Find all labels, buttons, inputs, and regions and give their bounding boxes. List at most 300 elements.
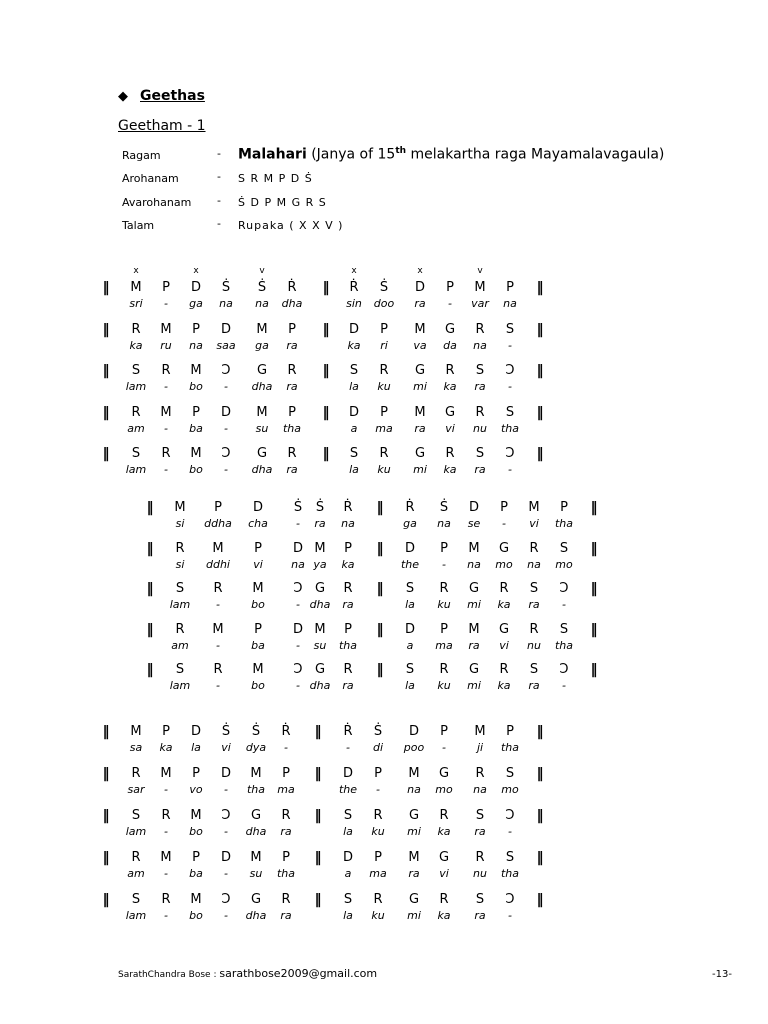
swara-note: R	[499, 581, 509, 596]
swara-note: M	[252, 581, 264, 596]
lyric-syllable: am	[127, 422, 145, 435]
lyric-syllable: am	[127, 867, 145, 880]
lyric-syllable: ba	[189, 422, 203, 435]
lyric-syllable: lam	[125, 909, 147, 922]
lyric-syllable: -	[224, 825, 228, 838]
notation-row	[0, 446, 768, 482]
lyric-syllable: -	[224, 783, 228, 796]
lyric-syllable: -	[164, 380, 168, 393]
lyric-syllable: mo	[501, 783, 519, 796]
bar-line: ‖	[536, 808, 544, 824]
swara-note: G	[468, 581, 480, 596]
lyric-syllable: na	[437, 517, 451, 530]
bar-line: ‖	[314, 724, 322, 740]
lyric-syllable: ddha	[204, 517, 232, 530]
notation-row	[0, 892, 768, 928]
swara-note: S	[505, 766, 515, 781]
lyric-syllable: ga	[255, 339, 269, 352]
lyric-syllable: la	[191, 741, 201, 754]
lyric-syllable: nu	[473, 422, 487, 435]
lyric-syllable: ba	[189, 867, 203, 880]
lyric-syllable: na	[291, 558, 305, 571]
lyric-syllable: mi	[413, 463, 427, 476]
swara-note: Ṡ	[373, 724, 383, 739]
lyric-syllable: na	[503, 297, 517, 310]
lyric-syllable: ra	[414, 422, 426, 435]
lyric-syllable: di	[372, 741, 384, 754]
lyric-syllable: va	[413, 339, 427, 352]
talam-label: Talam	[122, 219, 155, 232]
swara-note: Ṡ	[379, 280, 389, 295]
swara-note: Ɔ	[221, 363, 231, 378]
lyric-syllable: ra	[528, 598, 540, 611]
swara-note: D	[220, 850, 231, 865]
lyric-syllable: ra	[314, 517, 326, 530]
swara-note: R	[499, 662, 509, 677]
bar-line: ‖	[376, 500, 384, 516]
notation-row	[0, 622, 768, 658]
lyric-syllable: -	[442, 741, 446, 754]
lyric-syllable: ku	[437, 679, 451, 692]
swara-note: P	[192, 405, 200, 420]
lyric-syllable: ra	[280, 825, 292, 838]
bar-line: ‖	[102, 446, 110, 462]
lyric-syllable: poo	[403, 741, 425, 754]
lyric-syllable: bo	[189, 825, 203, 838]
ragam-detail-sup: th	[395, 146, 407, 156]
avarohanam-label: Avarohanam	[122, 196, 192, 209]
lyric-syllable: ji	[476, 741, 484, 754]
lyric-syllable: la	[343, 909, 353, 922]
lyric-syllable: ra	[286, 380, 298, 393]
bar-line: ‖	[314, 766, 322, 782]
lyric-syllable: -	[164, 825, 168, 838]
lyric-syllable: na	[527, 558, 541, 571]
talam-separator: -	[217, 217, 221, 230]
bar-line: ‖	[590, 622, 598, 638]
swara-note: S	[529, 662, 539, 677]
swara-note: G	[250, 892, 262, 907]
swara-note: P	[506, 724, 514, 739]
swara-note: D	[190, 280, 201, 295]
page-number: -13-	[712, 969, 732, 980]
lyric-syllable: sar	[127, 783, 145, 796]
lyric-syllable: -	[164, 463, 168, 476]
lyric-syllable: am	[171, 639, 189, 652]
lyric-syllable: mi	[467, 679, 481, 692]
swara-note: M	[174, 500, 186, 515]
swara-note: M	[190, 363, 202, 378]
lyric-syllable: mo	[555, 558, 573, 571]
swara-note: S	[405, 581, 415, 596]
lyric-syllable: -	[502, 517, 506, 530]
lyric-syllable: -	[224, 867, 228, 880]
swara-note: R	[529, 541, 539, 556]
lyric-syllable: -	[164, 422, 168, 435]
lyric-syllable: -	[296, 639, 300, 652]
arohanam-label: Arohanam	[122, 172, 179, 185]
notation-row	[0, 541, 768, 577]
lyric-syllable: la	[343, 825, 353, 838]
swara-note: R	[161, 363, 171, 378]
swara-note: S	[175, 662, 185, 677]
lyric-syllable: ka	[437, 825, 451, 838]
swara-note: R	[379, 446, 389, 461]
lyric-syllable: mi	[413, 380, 427, 393]
arohanam-value: S R M P D Ṡ	[238, 172, 313, 185]
swara-note: S	[175, 581, 185, 596]
swara-note: M	[314, 541, 326, 556]
lyric-syllable: dha	[309, 679, 331, 692]
swara-note: D	[414, 280, 425, 295]
lyric-syllable: bo	[189, 909, 203, 922]
swara-note: D	[342, 850, 353, 865]
swara-note: P	[344, 622, 352, 637]
swara-note: Ṙ	[281, 724, 291, 739]
lyric-syllable: lam	[125, 825, 147, 838]
swara-note: P	[288, 405, 296, 420]
swara-note: R	[445, 363, 455, 378]
lyric-syllable: ra	[286, 339, 298, 352]
lyric-syllable: -	[224, 380, 228, 393]
swara-note: R	[175, 622, 185, 637]
lyric-syllable: ma	[277, 783, 295, 796]
lyric-syllable: sri	[129, 297, 143, 310]
swara-note: R	[439, 662, 449, 677]
lyric-syllable: -	[216, 598, 220, 611]
bar-line: ‖	[376, 581, 384, 597]
swara-note: P	[380, 322, 388, 337]
swara-note: S	[505, 405, 515, 420]
lyric-syllable: tha	[246, 783, 266, 796]
lyric-syllable: su	[249, 867, 263, 880]
avarohanam-separator: -	[217, 194, 221, 207]
lyric-syllable: -	[508, 463, 512, 476]
lyric-syllable: -	[164, 297, 168, 310]
swara-note: P	[440, 622, 448, 637]
swara-note: G	[314, 581, 326, 596]
footer-author: SarathChandra Bose :	[118, 970, 220, 980]
swara-note: S	[131, 892, 141, 907]
lyric-syllable: lam	[169, 679, 191, 692]
swara-note: Ɔ	[293, 581, 303, 596]
lyric-syllable: vi	[529, 517, 539, 530]
bar-line: ‖	[536, 280, 544, 296]
swara-note: R	[131, 405, 141, 420]
swara-note: M	[160, 322, 172, 337]
lyric-syllable: -	[164, 867, 168, 880]
bar-line: ‖	[146, 581, 154, 597]
swara-note: M	[160, 405, 172, 420]
lyric-syllable: a	[350, 422, 358, 435]
lyric-syllable: su	[255, 422, 269, 435]
lyric-syllable: ka	[347, 339, 361, 352]
lyric-syllable: ga	[403, 517, 417, 530]
lyric-syllable: -	[164, 909, 168, 922]
swara-note: S	[349, 363, 359, 378]
swara-note: P	[214, 500, 222, 515]
swara-note: R	[213, 581, 223, 596]
footer-email: sarathbose2009@gmail.com	[219, 967, 378, 980]
lyric-syllable: sa	[129, 741, 143, 754]
lyric-syllable: ra	[280, 909, 292, 922]
swara-note: M	[408, 850, 420, 865]
lyric-syllable: nu	[527, 639, 541, 652]
swara-note: Ɔ	[221, 446, 231, 461]
notation-row	[0, 724, 768, 760]
lyric-syllable: dha	[309, 598, 331, 611]
lyric-syllable: -	[296, 679, 300, 692]
lyric-syllable: var	[471, 297, 489, 310]
talam-value: Rupaka ( X X V )	[238, 219, 344, 232]
bar-line: ‖	[536, 850, 544, 866]
swara-note: S	[529, 581, 539, 596]
lyric-syllable: vi	[439, 867, 449, 880]
lyric-syllable: la	[349, 463, 359, 476]
lyric-syllable: tha	[554, 517, 574, 530]
swara-note: D	[408, 724, 419, 739]
swara-note: M	[130, 280, 142, 295]
swara-note: Ṡ	[221, 724, 231, 739]
lyric-syllable: se	[467, 517, 481, 530]
swara-note: S	[349, 446, 359, 461]
swara-note: M	[212, 622, 224, 637]
bar-line: ‖	[376, 541, 384, 557]
bar-line: ‖	[322, 363, 330, 379]
bar-line: ‖	[536, 724, 544, 740]
lyric-syllable: -	[376, 783, 380, 796]
swara-note: S	[475, 446, 485, 461]
lyric-syllable: la	[349, 380, 359, 393]
swara-note: P	[374, 766, 382, 781]
swara-note: M	[528, 500, 540, 515]
swara-note: S	[131, 446, 141, 461]
swara-note: M	[474, 724, 486, 739]
bar-line: ‖	[536, 446, 544, 462]
lyric-syllable: na	[407, 783, 421, 796]
swara-note: R	[213, 662, 223, 677]
swara-note: G	[414, 446, 426, 461]
swara-note: R	[475, 766, 485, 781]
bar-line: ‖	[102, 724, 110, 740]
swara-note: M	[252, 662, 264, 677]
lyric-syllable: -	[164, 783, 168, 796]
lyric-syllable: the	[338, 783, 358, 796]
lyric-syllable: ku	[377, 463, 391, 476]
swara-note: Ṙ	[405, 500, 415, 515]
lyric-syllable: mi	[407, 825, 421, 838]
lyric-syllable: ku	[377, 380, 391, 393]
arohanam-separator: -	[217, 170, 221, 183]
lyric-syllable: a	[344, 867, 352, 880]
swara-note: M	[250, 850, 262, 865]
lyric-syllable: ra	[414, 297, 426, 310]
swara-note: P	[344, 541, 352, 556]
swara-note: P	[560, 500, 568, 515]
swara-note: S	[343, 892, 353, 907]
lyric-syllable: da	[443, 339, 457, 352]
lyric-syllable: ma	[375, 422, 393, 435]
swara-note: Ɔ	[505, 808, 515, 823]
notation-row	[0, 850, 768, 886]
avarohanam-value: Ṡ D P M G R S	[238, 196, 327, 209]
swara-note: M	[414, 322, 426, 337]
swara-note: S	[475, 363, 485, 378]
bar-line: ‖	[536, 892, 544, 908]
swara-note: P	[254, 622, 262, 637]
lyric-syllable: ya	[313, 558, 327, 571]
bar-line: ‖	[102, 808, 110, 824]
section-heading	[118, 88, 205, 104]
lyric-syllable: tha	[282, 422, 302, 435]
bar-line: ‖	[536, 363, 544, 379]
swara-note: Ṡ	[251, 724, 261, 739]
swara-note: Ṙ	[287, 280, 297, 295]
swara-note: R	[161, 446, 171, 461]
lyric-syllable: -	[508, 909, 512, 922]
lyric-syllable: bo	[251, 679, 265, 692]
lyric-syllable: -	[224, 909, 228, 922]
lyric-syllable: na	[341, 517, 355, 530]
swara-note: M	[190, 892, 202, 907]
swara-note: R	[343, 662, 353, 677]
lyric-syllable: mo	[495, 558, 513, 571]
swara-note: S	[475, 892, 485, 907]
notation-row	[0, 500, 768, 536]
swara-note: Ɔ	[559, 581, 569, 596]
notation-row	[0, 405, 768, 441]
lyric-syllable: bo	[189, 463, 203, 476]
lyric-syllable: lam	[125, 463, 147, 476]
swara-note: Ṡ	[439, 500, 449, 515]
ragam-label: Ragam	[122, 149, 161, 162]
lyric-syllable: ka	[497, 679, 511, 692]
bar-line: ‖	[146, 541, 154, 557]
lyric-syllable: si	[175, 558, 185, 571]
bar-line: ‖	[590, 662, 598, 678]
swara-note: P	[282, 766, 290, 781]
beat-mark: v	[477, 266, 483, 276]
lyric-syllable: a	[406, 639, 414, 652]
lyric-syllable: ra	[342, 598, 354, 611]
swara-note: R	[131, 850, 141, 865]
lyric-syllable: ru	[160, 339, 172, 352]
swara-note: S	[475, 808, 485, 823]
bar-line: ‖	[536, 766, 544, 782]
swara-note: Ɔ	[505, 446, 515, 461]
swara-note: M	[130, 724, 142, 739]
bar-line: ‖	[322, 405, 330, 421]
beat-mark: x	[193, 266, 199, 276]
lyric-syllable: ra	[528, 679, 540, 692]
lyric-syllable: na	[473, 783, 487, 796]
swara-note: S	[559, 622, 569, 637]
lyric-syllable: -	[442, 558, 446, 571]
bar-line: ‖	[146, 500, 154, 516]
lyric-syllable: tha	[276, 867, 296, 880]
lyric-syllable: tha	[554, 639, 574, 652]
lyric-syllable: -	[508, 825, 512, 838]
swara-note: R	[343, 581, 353, 596]
beat-mark: x	[417, 266, 423, 276]
lyric-syllable: ka	[497, 598, 511, 611]
swara-note: D	[348, 322, 359, 337]
swara-note: D	[404, 622, 415, 637]
swara-note: G	[444, 405, 456, 420]
swara-note: G	[498, 622, 510, 637]
notation-row	[0, 581, 768, 617]
swara-note: P	[446, 280, 454, 295]
swara-note: G	[408, 808, 420, 823]
lyric-syllable: ra	[474, 463, 486, 476]
lyric-syllable: saa	[216, 339, 236, 352]
lyric-syllable: tha	[338, 639, 358, 652]
lyric-syllable: -	[296, 598, 300, 611]
lyric-syllable: na	[255, 297, 269, 310]
lyric-syllable: sin	[346, 297, 362, 310]
swara-note: P	[374, 850, 382, 865]
swara-note: Ṡ	[293, 500, 303, 515]
lyric-syllable: -	[216, 639, 220, 652]
bar-line: ‖	[322, 280, 330, 296]
bar-line: ‖	[314, 808, 322, 824]
swara-note: P	[162, 724, 170, 739]
swara-note: P	[192, 322, 200, 337]
lyric-syllable: dya	[245, 741, 267, 754]
bar-line: ‖	[590, 500, 598, 516]
lyric-syllable: ku	[371, 909, 385, 922]
lyric-syllable: -	[562, 679, 566, 692]
lyric-syllable: -	[346, 741, 350, 754]
lyric-syllable: nu	[473, 867, 487, 880]
lyric-syllable: ka	[159, 741, 173, 754]
swara-note: R	[287, 363, 297, 378]
lyric-syllable: tha	[500, 867, 520, 880]
swara-note: G	[250, 808, 262, 823]
lyric-syllable: lam	[169, 598, 191, 611]
swara-note: Ɔ	[559, 662, 569, 677]
swara-note: M	[408, 766, 420, 781]
lyric-syllable: na	[467, 558, 481, 571]
lyric-syllable: -	[562, 598, 566, 611]
lyric-syllable: la	[405, 679, 415, 692]
swara-note: D	[220, 322, 231, 337]
swara-note: D	[220, 766, 231, 781]
diamond-bullet-icon: ◆	[118, 89, 128, 104]
swara-note: M	[160, 766, 172, 781]
swara-note: R	[161, 808, 171, 823]
swara-note: P	[440, 724, 448, 739]
swara-note: S	[505, 850, 515, 865]
lyric-syllable: ka	[129, 339, 143, 352]
swara-note: P	[254, 541, 262, 556]
swara-note: G	[408, 892, 420, 907]
swara-note: Ɔ	[293, 662, 303, 677]
swara-note: R	[475, 405, 485, 420]
swara-note: G	[444, 322, 456, 337]
lyric-syllable: cha	[248, 517, 268, 530]
swara-note: R	[287, 446, 297, 461]
ragam-name: Malahari	[238, 146, 307, 163]
lyric-syllable: la	[405, 598, 415, 611]
swara-note: R	[131, 322, 141, 337]
swara-note: Ɔ	[221, 808, 231, 823]
swara-note: R	[475, 850, 485, 865]
lyric-syllable: ra	[342, 679, 354, 692]
lyric-syllable: bo	[251, 598, 265, 611]
bar-line: ‖	[536, 405, 544, 421]
lyric-syllable: -	[284, 741, 288, 754]
